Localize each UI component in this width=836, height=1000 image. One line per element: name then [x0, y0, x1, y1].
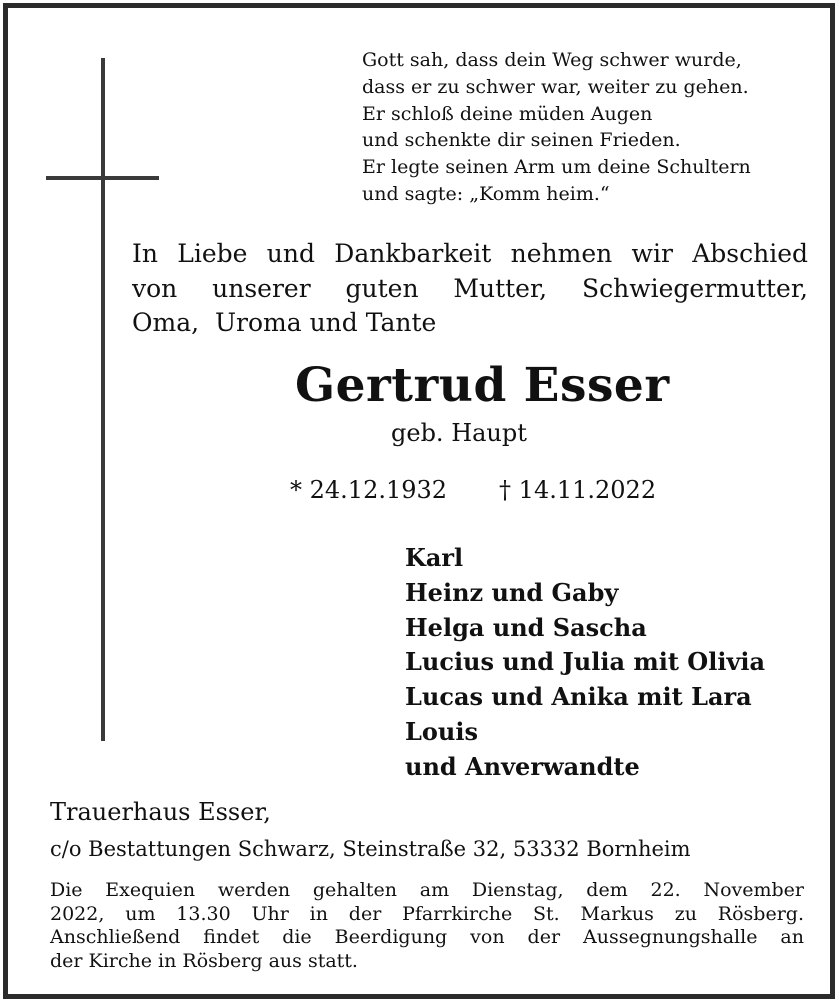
- poem-line: Gott sah, dass dein Weg schwer wurde,: [362, 49, 742, 71]
- funeral-line: Die Exequien werden gehalten am Dienstag, dem 22. November: [50, 879, 804, 901]
- poem-line: dass er zu schwer war, weiter zu gehen.: [362, 75, 749, 98]
- funeral-line: 2022, um 13.30 Uhr in der Pfarrkirche St. Markus zu Rösberg.: [50, 902, 804, 925]
- obituary-frame: [3, 3, 835, 999]
- poem: [362, 47, 751, 208]
- family-list: [405, 541, 765, 785]
- mourning-house-address: c/o Bestattungen Schwarz, Steinstraße 32, 53332 Bornheim: [50, 837, 691, 861]
- farewell-intro: [132, 237, 808, 341]
- intro-line: von unserer guten Mutter, Schwiegermutter,: [132, 273, 808, 303]
- poem-line: Er schloß deine müden Augen: [362, 102, 653, 125]
- intro-line: Oma, Uroma und Tante: [132, 308, 437, 337]
- poem-line: Er legte seinen Arm um deine Schultern: [362, 156, 751, 179]
- life-dates: [290, 474, 656, 506]
- poem-line: und schenkte dir seinen Frieden.: [362, 129, 681, 152]
- family-member: und Anverwandte: [405, 751, 640, 781]
- family-member: Karl: [405, 543, 464, 572]
- deceased-name: Gertrud Esser: [295, 358, 670, 413]
- maiden-name: geb. Haupt: [391, 419, 527, 447]
- mourning-house-title: Trauerhaus Esser,: [50, 798, 271, 826]
- family-member: Heinz und Gaby: [405, 577, 619, 607]
- funeral-line: Anschließend findet die Beerdigung von der Aussegnungshalle an: [50, 926, 804, 948]
- death-date: † 14.11.2022: [499, 476, 657, 504]
- funeral-notice: [50, 879, 804, 973]
- family-member: Helga und Sascha: [405, 612, 647, 642]
- funeral-line: der Kirche in Rösberg aus statt.: [50, 949, 358, 972]
- family-member: Lucius und Julia mit Olivia: [405, 647, 766, 677]
- intro-line: In Liebe und Dankbarkeit nehmen wir Abschied: [132, 239, 808, 268]
- birth-date: * 24.12.1932: [290, 476, 448, 504]
- family-member: Lucas und Anika mit Lara: [405, 682, 752, 712]
- cross-vertical-bar: [101, 58, 105, 741]
- poem-line: und sagte: „Komm heim.“: [362, 182, 610, 205]
- family-member: Louis: [405, 716, 478, 746]
- cross-horizontal-bar: [46, 176, 159, 180]
